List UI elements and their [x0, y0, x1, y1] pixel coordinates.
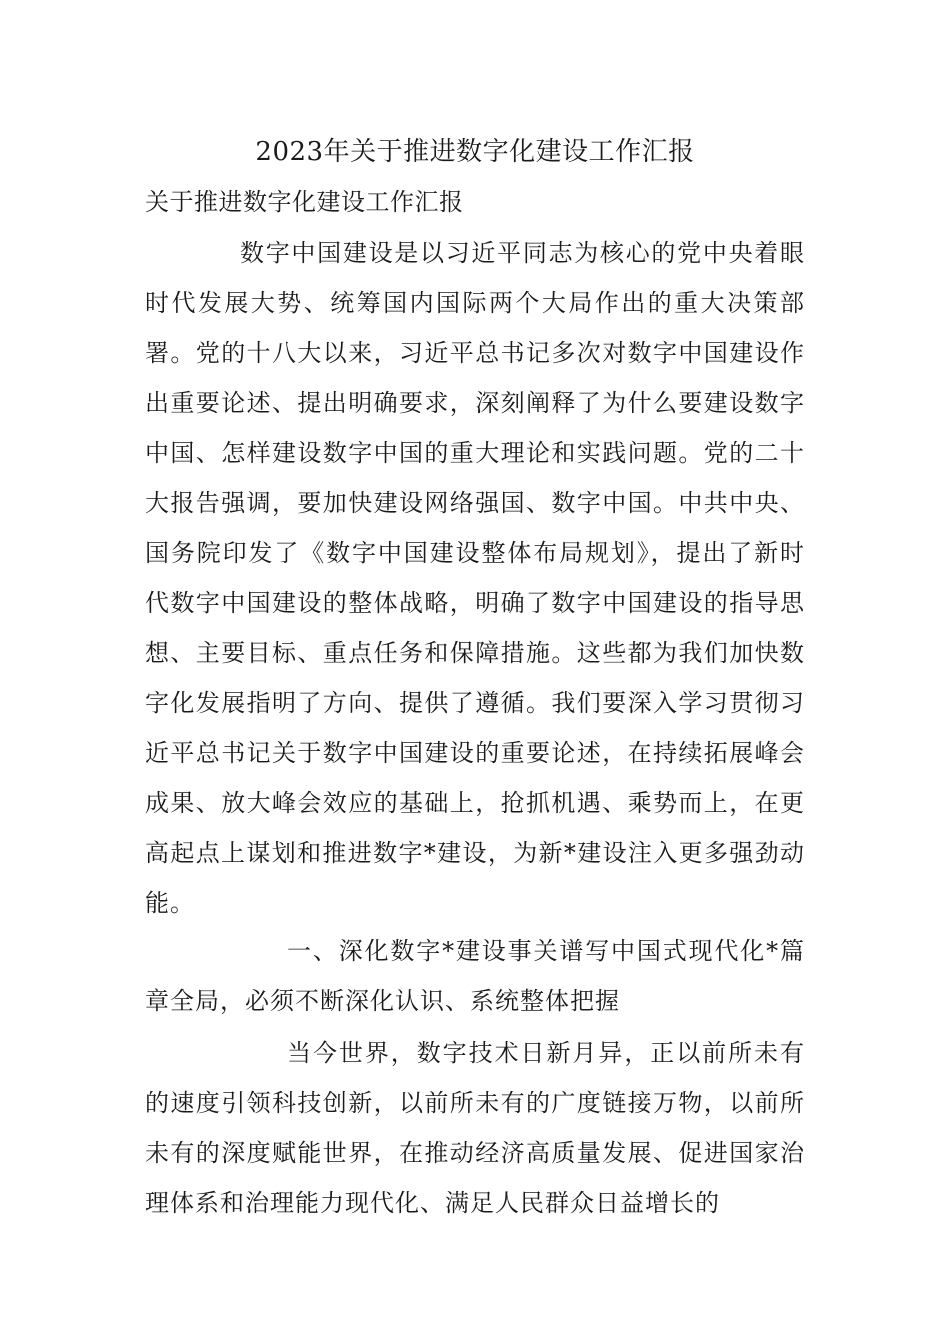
section-paragraph: 当今世界，数字技术日新月异，正以前所未有的速度引领科技创新，以前所未有的广度链接万物，以前所未有的深度赋能世界，在推动经济高质量发展、促进国家治理体系和治理能力现代化、满足人民群众日益增长的: [145, 1039, 805, 1217]
document-subtitle: 关于推进数字化建设工作汇报: [145, 188, 464, 216]
section-heading: 一、深化数字*建设事关谱写中国式现代化*篇章全局，必须不断深化认识、系统整体把握: [145, 937, 805, 1015]
intro-paragraph: 数字中国建设是以习近平同志为核心的党中央着眼时代发展大势、统筹国内国际两个大局作出的重大决策部署。党的十八大以来，习近平总书记多次对数字中国建设作出重要论述、提出明确要求，深刻阐释了为什么要建设数字中国、怎样建设数字中国的重大理论和实践问题。党的二十大报告强调，要加快建设网络强国、数字中国。中共中央、国务院印发了《数字中国建设整体布局规划》，提出了新时代数字中国建设的整体战略，明确了数字中国建设的指导思想、主要目标、重点任务和保障措施。这些都为我们加快数字化发展指明了方向、提供了遵循。我们要深入学习贯彻习近平总书记关于数字中国建设的重要论述，在持续拓展峰会成果、放大峰会效应的基础上，抢抓机遇、乘势而上，在更高起点上谋划和推进数字*建设，为新*建设注入更多强劲动能。: [145, 239, 805, 917]
document-title: 2023年关于推进数字化建设工作汇报: [255, 137, 695, 167]
